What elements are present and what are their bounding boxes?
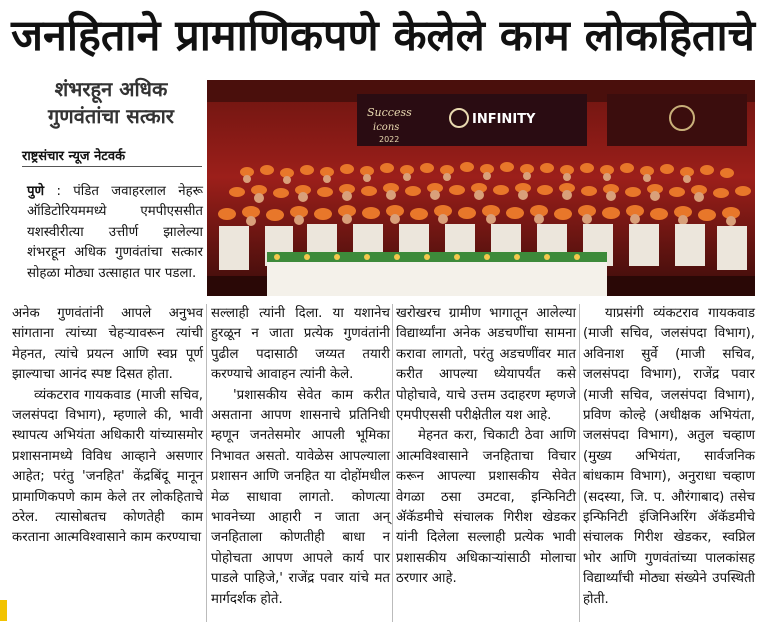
- article-paragraph: व्यंकटराव गायकवाड (माजी सचिव, जलसंपदा विभाग), म्हणाले की, भावी स्थापत्य अभियंता अधिकारी यांच्यासमोर प्रशासनामध्ये विविध आव्हाने असणार आहेत; परंतु 'जनहित' केंद्रबिंदू मानून प्रामाणिकपणे काम केले तर लोकहिताचे ठरेल. त्यासोबतच कोणतेही काम करताना आत्मविश्वासाने काम करण्याचा: [12, 387, 203, 546]
- column-divider: [392, 304, 393, 622]
- byline-divider: [22, 166, 202, 167]
- banner-brand: INFINITY: [472, 112, 536, 127]
- banner-word-success: Success: [367, 106, 412, 119]
- article-paragraph: याप्रसंगी व्यंकटराव गायकवाड (माजी सचिव, जलसंपदा विभाग), अविनाश सुर्वे (माजी सचिव, जलसंपदा विभाग), राजेंद्र पवार (माजी सचिव, जलसंपदा विभाग), प्रविण कोल्हे (अधीक्षक अभियंता, जलसंपदा विभाग), अतुल चव्हाण (मुख्य अभियंता, सार्वजनिक बांधकाम विभाग), अनुराधा चव्हाण (सदस्या, जि. प. औरंगाबाद) तसेच इन्फिनिटी इंजिनिअरिंग ॲकॅडमीचे संचालक गिरीश खेडकर, स्वप्निल भोर आणि गुणवंतांच्या पालकांसह विद्यार्थ्यांची मोठ्या संख्येने उपस्थिती होती.: [583, 306, 755, 607]
- subheadline: [22, 76, 200, 136]
- article-paragraph: खरोखरच ग्रामीण भागातून आलेल्या विद्यार्थ्यांना अनेक अडचणींचा सामना करावा लागतो, परंतु अडचणींवर मात करीत आपल्या ध्येयापर्यंत कसे पोहोचावे, याचे उत्तम उदाहरण म्हणजे एमपीएससी परीक्षेतील यश आहे.: [396, 306, 576, 424]
- event-photo: [207, 80, 755, 296]
- article-column-2: [211, 304, 390, 610]
- article-paragraph: सल्लाही त्यांनी दिला. या यशानेच हुरळून न जाता प्रत्येक गुणवंतांनी पुढील पदासाठी जय्यत तयारी करण्याचे आवाहन त्यांनी केले.: [211, 306, 390, 383]
- subheadline-line-2: गुणवंतांचा सत्कार: [48, 104, 174, 128]
- headline: जनहिताने प्रामाणिकपणे केलेले काम लोकहिताचे: [11, 11, 755, 61]
- article-intro: : पंडित जवाहरलाल नेहरू ऑडिटोरियममध्ये एमपीएससीत यशस्वीरीत्या उत्तीर्ण झालेल्या शंभरहून अधिक गुणवंतांचा सत्कार सोहळा मोठ्या उत्साहात पार पडला.: [27, 184, 203, 281]
- article-column-3: [396, 304, 576, 590]
- banner-year: 2022: [379, 135, 400, 144]
- dateline: पुणे: [27, 184, 45, 199]
- page-edge-mark: [0, 600, 7, 621]
- article-paragraph: 'प्रशासकीय सेवेत काम करीत असताना आपण शासनाचे प्रतिनिधी म्हणून जनतेसमोर आपली भूमिका निभावत असतो. यावेळेस आपल्याला प्रशासन आणि जनहित या दोहोंमधील मेळ साधावा लागतो. कोणत्या भावनेच्या आहारी न जाता अन् जनहिताला कोणतीही बाधा न पोहोचता आपण आपले कार्य पार पाडले पाहिजे,' राजेंद्र पवार यांचे मत मार्गदर्शक होते.: [211, 387, 390, 607]
- column-divider: [579, 304, 580, 622]
- article-column-4: [583, 304, 755, 610]
- article-column-1: [12, 304, 203, 549]
- article-paragraph: मेहनत करा, चिकाटी ठेवा आणि आत्मविश्वासाने जनहिताचा विचार करून आपल्या प्रशासकीय सेवेत वेगळा ठसा उमटवा, इन्फिनिटी ॲकॅडमीचे संचालक गिरीश खेडकर यांनी दिलेला सल्लाही प्रत्येक भावी प्रशासकीय अधिकाऱ्यांसाठी मोलाचा ठरणार आहे.: [396, 428, 576, 587]
- byline: राष्ट्रसंचार न्यूज नेटवर्क: [22, 149, 126, 164]
- subheadline-line-1: शंभरहून अधिक: [54, 77, 168, 101]
- flower-garland: [267, 252, 607, 262]
- article-column-1-top: [27, 182, 203, 284]
- event-photo-illustration: [207, 80, 755, 296]
- banner-word-icons: icons: [373, 122, 400, 133]
- column-divider: [206, 304, 207, 622]
- article-paragraph: अनेक गुणवंतांनी आपले अनुभव सांगताना त्यांच्या चेहऱ्यावरून त्यांची मेहनत, त्यांचे प्रयत्न आणि स्वप्न पूर्ण झाल्याचा आनंद स्पष्ट दिसत होता.: [12, 306, 203, 383]
